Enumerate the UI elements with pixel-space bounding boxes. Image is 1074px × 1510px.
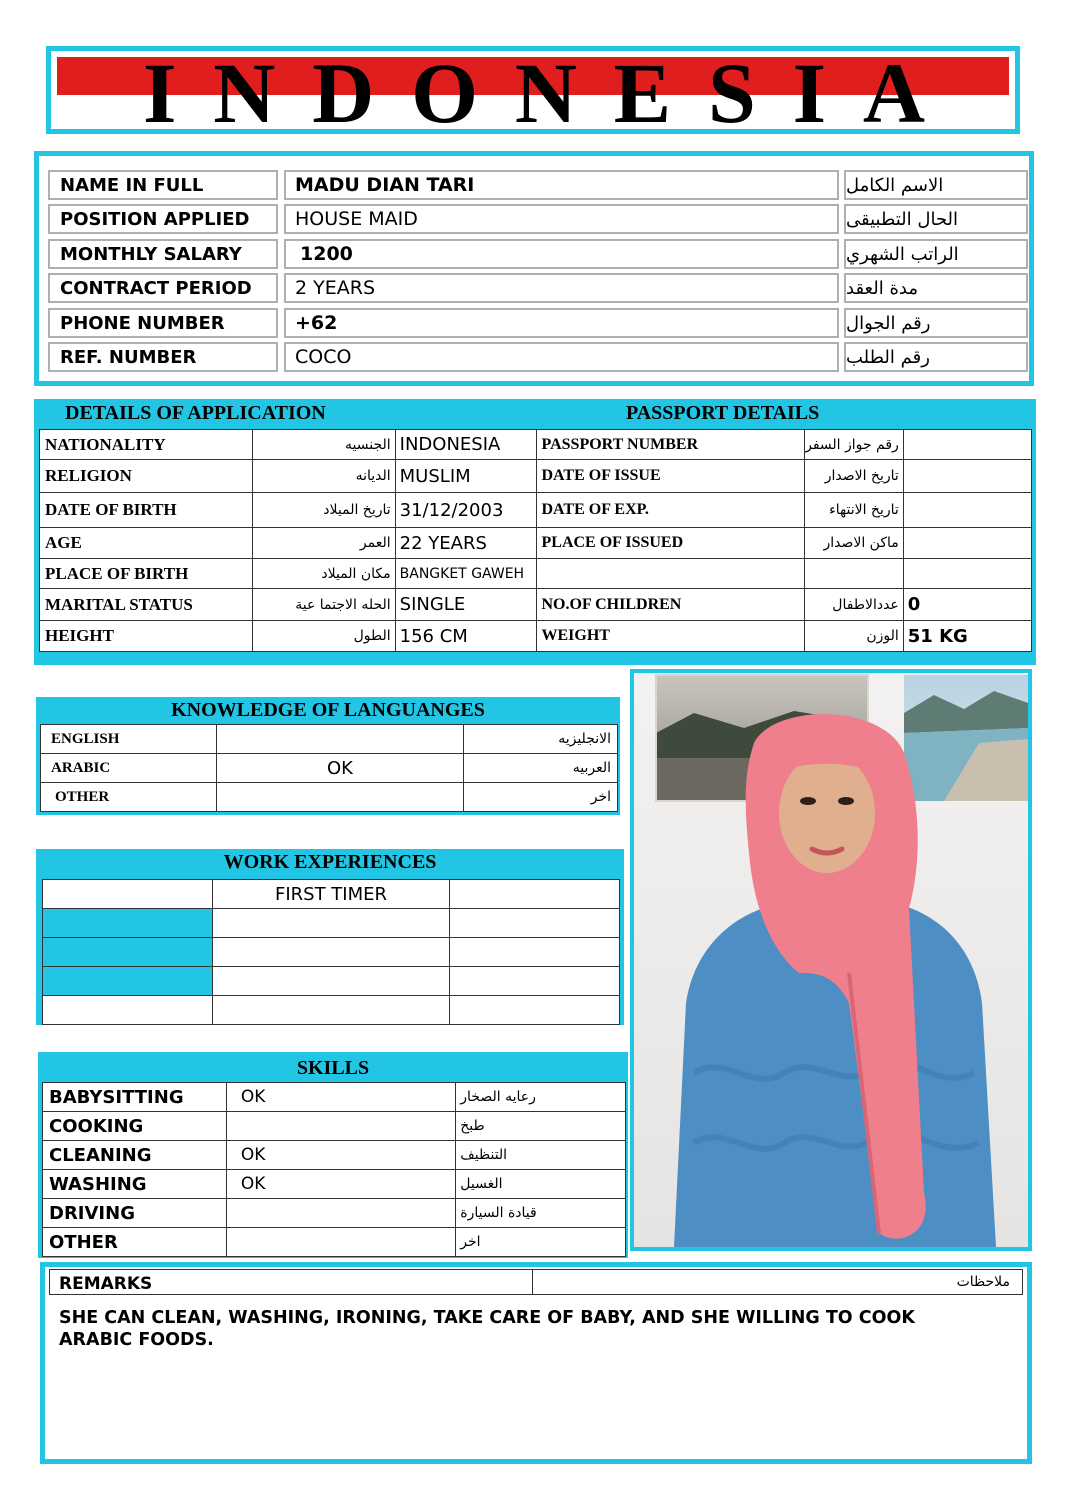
- skill-level: [226, 1199, 455, 1228]
- info-label: REF. NUMBER: [48, 342, 278, 372]
- title-letter: I: [792, 46, 827, 134]
- work-row: [43, 996, 620, 1025]
- skill-name: WASHING: [43, 1170, 227, 1199]
- title-letter: A: [862, 46, 925, 134]
- work-cell: [43, 967, 213, 996]
- field-value: 156 CM: [395, 621, 536, 652]
- language-name: ENGLISH: [41, 725, 217, 754]
- application-row: [40, 559, 1032, 589]
- info-row-phone: [48, 308, 1020, 338]
- work-cell: [43, 996, 213, 1025]
- passport-value: [903, 493, 1031, 528]
- work-cell: [450, 880, 620, 909]
- skill-row: [43, 1228, 626, 1257]
- passport-label-ar: عددالاطفال: [805, 589, 904, 621]
- field-value: SINGLE: [395, 589, 536, 621]
- field-value: 22 YEARS: [395, 528, 536, 559]
- work-cell: [212, 938, 450, 967]
- language-row: [41, 754, 618, 783]
- skill-name: OTHER: [43, 1228, 227, 1257]
- skills-heading: SKILLS: [296, 1057, 370, 1079]
- info-value: COCO: [284, 342, 839, 372]
- passport-value: [903, 559, 1031, 589]
- field-value: BANGKET GAWEH: [395, 559, 536, 589]
- title-letter: E: [613, 46, 672, 134]
- info-label: MONTHLY SALARY: [48, 239, 278, 269]
- language-name-ar: العربيه: [464, 754, 618, 783]
- field-label: MARITAL STATUS: [40, 589, 253, 621]
- application-row: [40, 589, 1032, 621]
- info-label-ar: مدة العقد: [844, 273, 1028, 303]
- work-experience-section: [36, 849, 624, 1025]
- work-row: [43, 938, 620, 967]
- info-label-ar: الراتب الشهري: [844, 239, 1028, 269]
- passport-label-ar: [805, 559, 904, 589]
- work-cell: [43, 938, 213, 967]
- field-label-ar: الطول: [253, 621, 395, 652]
- work-row: [43, 880, 620, 909]
- application-passport-table: [39, 429, 1032, 652]
- info-value: MADU DIAN TARI: [284, 170, 839, 200]
- skill-row: [43, 1112, 626, 1141]
- remarks-section: [40, 1262, 1032, 1464]
- skill-level: [226, 1228, 455, 1257]
- candidate-portrait-illustration: [634, 673, 1028, 1247]
- languages-table: [40, 724, 618, 812]
- field-label: RELIGION: [40, 460, 253, 493]
- info-row-position: [48, 204, 1020, 234]
- passport-label-ar: ماكن الاصدار: [805, 528, 904, 559]
- skill-name-ar: رعايه الصخار: [456, 1083, 626, 1112]
- skill-row: [43, 1199, 626, 1228]
- passport-label-ar: تاريخ الاصدار: [805, 460, 904, 493]
- work-cell: [450, 967, 620, 996]
- info-label: POSITION APPLIED: [48, 204, 278, 234]
- info-label-ar: رقم الجوال: [844, 308, 1028, 338]
- work-cell: [212, 996, 450, 1025]
- languages-heading: KNOWLEDGE OF LANGUANGES: [171, 699, 485, 721]
- passport-value: 0: [903, 589, 1031, 621]
- remarks-header-row: [49, 1269, 1023, 1295]
- field-label-ar: الجنسيه: [253, 430, 395, 460]
- remarks-label: REMARKS: [59, 1274, 153, 1294]
- skills-section: [38, 1052, 628, 1258]
- passport-value: 51 KG: [903, 621, 1031, 652]
- passport-label: PASSPORT NUMBER: [536, 430, 805, 460]
- work-heading: WORK EXPERIENCES: [223, 851, 437, 873]
- work-row: [43, 967, 620, 996]
- skill-name-ar: طبخ: [456, 1112, 626, 1141]
- work-cell: [450, 938, 620, 967]
- passport-value: [903, 460, 1031, 493]
- skill-row: [43, 1170, 626, 1199]
- field-label-ar: مكان الميلاد: [253, 559, 395, 589]
- skills-table: [42, 1082, 626, 1257]
- passport-label: PLACE OF ISSUED: [536, 528, 805, 559]
- skill-name: CLEANING: [43, 1141, 227, 1170]
- passport-label-ar: الوزن: [805, 621, 904, 652]
- field-label: DATE OF BIRTH: [40, 493, 253, 528]
- passport-label: NO.OF CHILDREN: [536, 589, 805, 621]
- language-name-ar: الانجليزيه: [464, 725, 618, 754]
- field-label-ar: العمر: [253, 528, 395, 559]
- skill-row: [43, 1141, 626, 1170]
- passport-label-ar: تاريخ الانتهاء: [805, 493, 904, 528]
- info-value: 1200: [284, 239, 839, 269]
- info-value: 2 YEARS: [284, 273, 839, 303]
- application-heading: DETAILS OF APPLICATION: [65, 402, 326, 424]
- application-passport-section: [34, 399, 1036, 665]
- title-letter: O: [411, 46, 479, 134]
- work-cell: [43, 880, 213, 909]
- info-label: NAME IN FULL: [48, 170, 278, 200]
- field-value: 31/12/2003: [395, 493, 536, 528]
- title-letter: I: [143, 46, 177, 134]
- skill-name-ar: قيادة السيارة: [456, 1199, 626, 1228]
- passport-value: [903, 528, 1031, 559]
- application-row: [40, 493, 1032, 528]
- info-label-ar: الحال التطبيقى: [844, 204, 1028, 234]
- wall-painting-coast: [904, 675, 1028, 801]
- work-cell: [450, 996, 620, 1025]
- language-name-ar: اخر: [464, 783, 618, 812]
- work-cell: [212, 967, 450, 996]
- passport-heading: PASSPORT DETAILS: [626, 402, 820, 424]
- info-label-ar: الاسم الكامل: [844, 170, 1028, 200]
- remarks-divider: [532, 1270, 533, 1294]
- info-row-contract: [48, 273, 1020, 303]
- skill-level: OK: [226, 1083, 455, 1112]
- passport-value: [903, 430, 1031, 460]
- skill-name: DRIVING: [43, 1199, 227, 1228]
- candidate-photo: [630, 669, 1032, 1251]
- passport-label: WEIGHT: [536, 621, 805, 652]
- field-label-ar: الحله الاجتما عية: [253, 589, 395, 621]
- field-label: AGE: [40, 528, 253, 559]
- passport-label: [536, 559, 805, 589]
- application-row: [40, 430, 1032, 460]
- application-row: [40, 528, 1032, 559]
- skill-row: [43, 1083, 626, 1112]
- title-letter: N: [213, 46, 276, 134]
- work-cell: [212, 909, 450, 938]
- field-value: INDONESIA: [395, 430, 536, 460]
- info-label: PHONE NUMBER: [48, 308, 278, 338]
- languages-section: [36, 697, 620, 815]
- passport-label: DATE OF EXP.: [536, 493, 805, 528]
- passport-label: DATE OF ISSUE: [536, 460, 805, 493]
- field-value: MUSLIM: [395, 460, 536, 493]
- work-row: [43, 909, 620, 938]
- field-label: PLACE OF BIRTH: [40, 559, 253, 589]
- language-row: [41, 725, 618, 754]
- language-name: OTHER: [41, 783, 217, 812]
- personal-info-box: [34, 151, 1034, 386]
- skill-name-ar: اخر: [456, 1228, 626, 1257]
- language-name: ARABIC: [41, 754, 217, 783]
- work-cell: FIRST TIMER: [212, 880, 450, 909]
- title-letter: S: [707, 46, 756, 134]
- skill-level: OK: [226, 1141, 455, 1170]
- info-label-ar: رقم الطلب: [844, 342, 1028, 372]
- title-letter: N: [514, 46, 577, 134]
- country-banner: [46, 46, 1020, 134]
- remarks-label-ar: ملاحظات: [956, 1274, 1010, 1290]
- info-value: HOUSE MAID: [284, 204, 839, 234]
- work-cell: [450, 909, 620, 938]
- language-level: [216, 783, 463, 812]
- field-label-ar: تاريخ الميلاد: [253, 493, 395, 528]
- title-letter: D: [312, 46, 375, 134]
- language-level: [216, 725, 463, 754]
- work-cell: [43, 909, 213, 938]
- passport-label-ar: رقم جواز السفر: [805, 430, 904, 460]
- work-table: [42, 879, 620, 1025]
- field-label: HEIGHT: [40, 621, 253, 652]
- field-label: NATIONALITY: [40, 430, 253, 460]
- remarks-text: SHE CAN CLEAN, WASHING, IRONING, TAKE CARE OF BABY, AND SHE WILLING TO COOK ARABIC FOODS.: [59, 1308, 915, 1350]
- info-row-ref: [48, 342, 1020, 372]
- application-row: [40, 460, 1032, 493]
- country-title: [51, 46, 1015, 134]
- info-value: +62: [284, 308, 839, 338]
- info-row-salary: [48, 239, 1020, 269]
- skill-name: BABYSITTING: [43, 1083, 227, 1112]
- field-label-ar: الديانه: [253, 460, 395, 493]
- skill-level: [226, 1112, 455, 1141]
- info-row-name: [48, 170, 1020, 200]
- language-level: OK: [216, 754, 463, 783]
- info-label: CONTRACT PERIOD: [48, 273, 278, 303]
- skill-name-ar: الغسيل: [456, 1170, 626, 1199]
- skill-name: COOKING: [43, 1112, 227, 1141]
- skill-name-ar: التنظيف: [456, 1141, 626, 1170]
- skill-level: OK: [226, 1170, 455, 1199]
- application-row: [40, 621, 1032, 652]
- language-row: [41, 783, 618, 812]
